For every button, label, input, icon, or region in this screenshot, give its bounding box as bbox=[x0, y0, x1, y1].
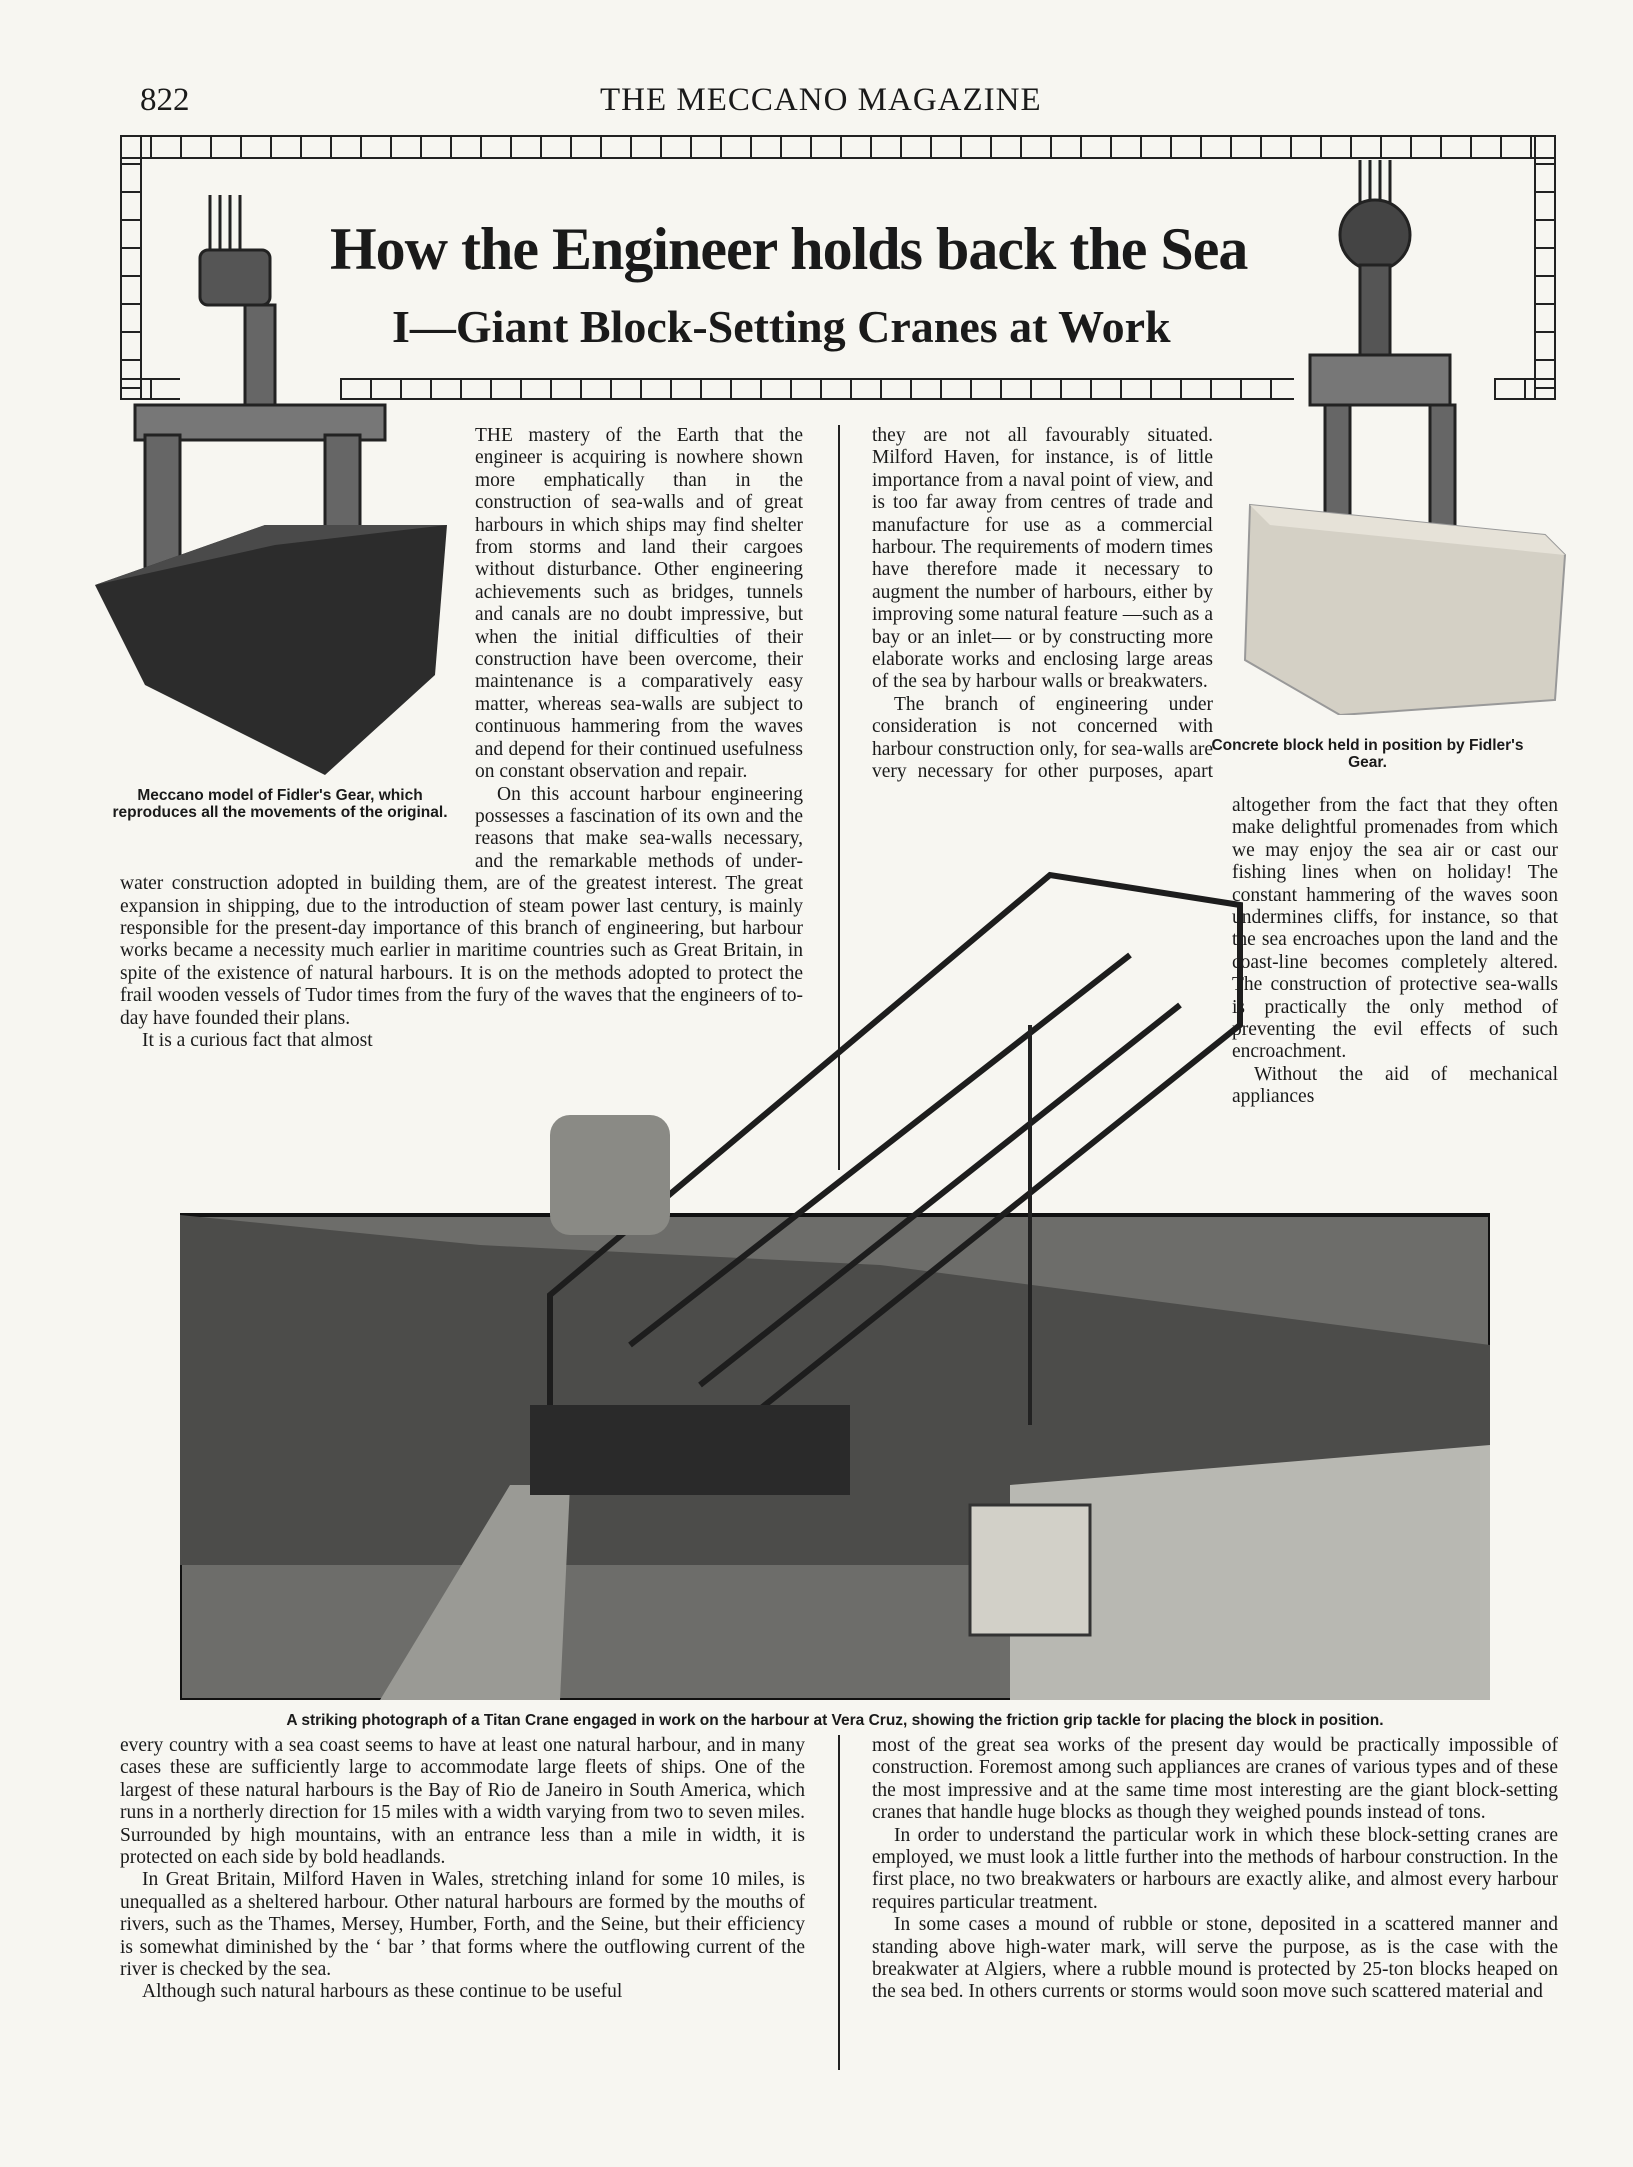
article-subtitle: I—Giant Block-Setting Cranes at Work bbox=[392, 301, 1171, 352]
magazine-title: THE MECCANO MAGAZINE bbox=[600, 82, 1042, 118]
right-photo-caption: Concrete block held in position by Fidler's Gear. bbox=[1211, 737, 1524, 771]
paragraph: In some cases a mound of rubble or stone, deposited in a scattered manner and standing above high-water mark, will serve the purpose, as is the case with the breakwater at Algiers, where a rubble mound is protected by 25-ton blocks heaped on the sea bed. In others currents or storms would soon move such scattered material and bbox=[872, 1914, 1558, 2003]
paragraph: Without the aid of mechanical appliances bbox=[1232, 1063, 1558, 1108]
paragraph: In order to understand the particular work in which these block-setting cranes are employed, we must look a little further into the methods of harbour construction. In the first place, no two breakwaters or harbours are exactly alike, and almost every harbour requires particular treatment. bbox=[872, 1824, 1558, 1913]
paragraph: they are not all favourably situated. Milford Haven, for instance, is of little importance from a naval point of view, and is too far away from centres of trade and manufacture for use as a commercial harbour. The requirements of modern times have therefore made it necessary to augment the number of harbours, either by improving some natural feature —such as a bay or an inlet— or by constructing more elaborate works and enclosing large areas of the sea by harbour walls or breakwaters. bbox=[872, 425, 1213, 693]
titan-crane-photo bbox=[180, 865, 1490, 1700]
article-title: How the Engineer holds back the Sea bbox=[330, 216, 1248, 282]
paragraph: Although such natural harbours as these continue to be useful bbox=[142, 1981, 623, 2003]
paragraph: most of the great sea works of the present day would be practically impossible of construction. Foremost among such appliances are cranes of various types and of these the most impressive and at the same time most interesting are the giant block-setting cranes that handle huge blocks as though they weighed pounds instead of tons. bbox=[872, 1735, 1558, 1824]
main-photo-caption: A striking photograph of a Titan Crane engaged in work on the harbour at Vera Cruz, showing the friction grip tackle for placing the block in position. bbox=[286, 1712, 1384, 1729]
paragraph: It is a curious fact that almost bbox=[142, 1029, 373, 1051]
float-spacer bbox=[1213, 425, 1558, 795]
decorative-border-bottom-middle bbox=[340, 378, 1294, 400]
column-1-bottom bbox=[120, 1735, 805, 2004]
page-number: 822 bbox=[140, 82, 190, 118]
column-rule-bottom bbox=[838, 1735, 840, 2070]
column-2-bottom bbox=[872, 1735, 1558, 2004]
float-spacer bbox=[120, 425, 475, 855]
paragraph: On this account harbour engineering possesses a fascination of its own and the reasons that make sea-walls necessary, and the remarkable methods of under-water construction adopted in building them, are of the greatest interest. The great expansion in shipping, due to the introduction of steam power last century, is mainly responsible for the present-day importance of this branch of engineering, but harbour works became a necessity much earlier in maritime countries such as Great Britain, in spite of the existence of natural harbours. It is on the methods adopted to protect the frail wooden vessels of Tudor times from the fury of the waves that the engineers of to-day have founded their plans. bbox=[120, 783, 803, 1029]
paragraph: The branch of engineering under consideration is not concerned with harbour construction only, for sea-walls are very necessary for other purposes, apart altogether from the fact that they often make delightful promenades from which we may enjoy the sea air or cast our fishing lines when on holiday! The constant hammering of the waves soon undermines cliffs, for instance, so that the sea encroaches upon the land and the coast-line becomes completely altered. The construction of protective sea-walls is practically the only method of preventing the evil effects of such encroachment. bbox=[872, 693, 1558, 1063]
decorative-border-top bbox=[120, 135, 1556, 159]
paragraph: THE mastery of the Earth that the engineer is acquiring is nowhere shown more emphatically than in the construction of sea-walls and of great harbours in which ships may find shelter from storms and land their cargoes without disturbance. Other engineering achievements such as bridges, tunnels and canals are no doubt impressive, but when the initial difficulties of their construction have been overcome, their maintenance is a comparatively easy matter, whereas sea-walls are subject to continuous hammering from the waves and depend for their continued usefulness on constant observation and repair. bbox=[475, 425, 803, 783]
paragraph: In Great Britain, Milford Haven in Wales, stretching inland for some 10 miles, is unequalled as a sheltered harbour. Other natural harbours are formed by the mouths of rivers, such as the Thames, Mersey, Humber, Forth, and the Seine, but their efficiency is somewhat diminished by the ‘ bar ’ that forms where the outflowing current of the river is checked by the sea. bbox=[120, 1869, 805, 1981]
paragraph: every country with a sea coast seems to have at least one natural harbour, and in many cases these are sufficiently large to accommodate large fleets of ships. One of the largest of these natural harbours is the Bay of Rio de Janeiro in South America, which runs in a northerly direction for 15 miles with a width varying from two to seven miles. Surrounded by high mountains, with an entrance less than a mile in width, it is protected on each side by bold headlands. bbox=[120, 1735, 805, 1869]
left-photo-caption: Meccano model of Fidler's Gear, which reproduces all the movements of the original. bbox=[112, 787, 448, 821]
